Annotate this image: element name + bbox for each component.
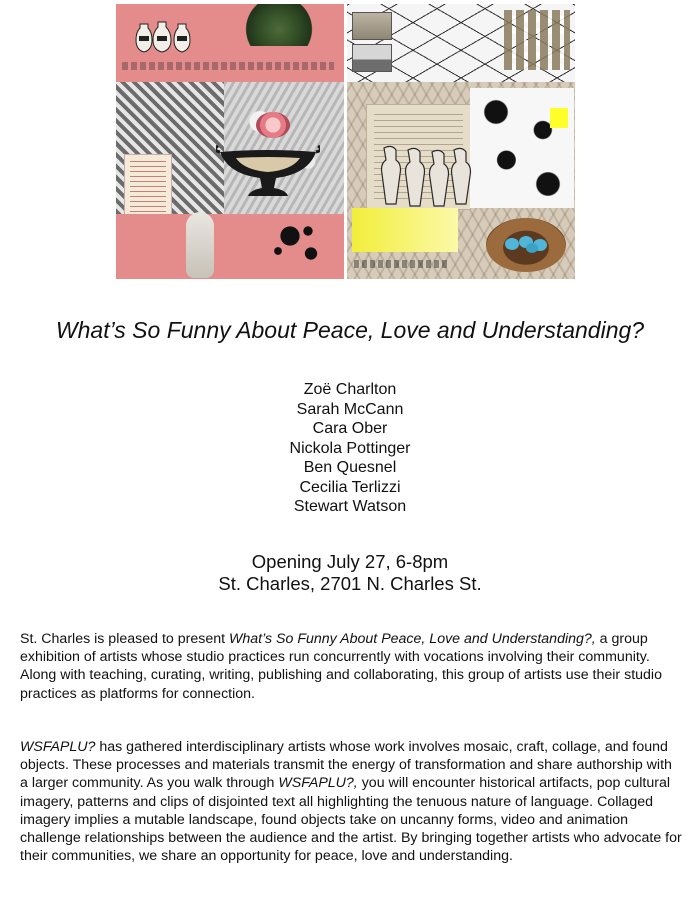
- abbr-title: WSFAPLU?: [20, 739, 96, 755]
- intro-title-ref: What’s So Funny About Peace, Love and Understanding?,: [228, 631, 596, 647]
- artist-name: Stewart Watson: [293, 498, 407, 515]
- yellow-square: [550, 108, 568, 128]
- artist-name: Cara Ober: [312, 420, 388, 437]
- opening-info: [0, 551, 700, 595]
- black-white-pattern-panel: [470, 88, 574, 208]
- blue-eggs-graphic: [502, 234, 552, 254]
- artist-name: Sarah McCann: [296, 400, 404, 418]
- lips-graphic: [256, 112, 290, 138]
- greek-kylix-cup-graphic: [216, 144, 320, 200]
- succulent-graphic: [240, 4, 318, 46]
- venue-address: St. Charles, 2701 N. Charles St.: [218, 573, 482, 594]
- artist-name: Nickola Pottinger: [289, 439, 411, 457]
- mountain-photo-thumbnail: [352, 44, 392, 72]
- script-text-strip-2: [354, 260, 450, 268]
- arrowhead-chart-graphic: [504, 10, 570, 70]
- description-part1: has gathered interdisciplinary artists whose work involves mosaic, craft, collage, and found objects. These processes and materials transmit the energy of transformation and share authorship with a larger community. As you walk through: [20, 739, 672, 792]
- description-paragraph: [20, 738, 682, 865]
- abbr-title-2: WSFAPLU?,: [278, 775, 358, 792]
- intro-rest: a group exhibition of artists whose studio practices run concurrently with vocations involving their community. Along with teaching, curating, writing, publishing and collaborating, this group of artists use their studio practices as platforms for connection.: [20, 631, 662, 702]
- intro-lead: St. Charles is pleased to present: [20, 631, 229, 647]
- artist-list: [0, 380, 700, 517]
- description-part2: you will encounter historical artifacts, pop cultural imagery, patterns and clips of disjointed text all highlighting the tenuous nature of language. Collaged imagery implies a mutable landscape, found objects take on uncanny forms, video and animation challenge relationships between the audience and the artist. By bringing together artists who advocate for their communities, we share an opportunity for peace, love and understanding.: [20, 775, 682, 865]
- marble-figurine-graphic: [186, 212, 214, 278]
- artist-name: Cecilia Terlizzi: [299, 478, 401, 496]
- handwritten-note-card: [124, 154, 172, 220]
- ancient-figures-graphic: [376, 144, 472, 220]
- photo-thumbnail: [352, 12, 392, 40]
- opening-date: Opening July 27, 6-8pm: [251, 551, 449, 572]
- vases-graphic: [134, 18, 196, 58]
- ink-splatter-graphic: [266, 216, 326, 266]
- artist-name: Ben Quesnel: [303, 459, 397, 476]
- artist-name: Zoë Charlton: [303, 381, 397, 398]
- intro-paragraph: [20, 630, 682, 703]
- exhibition-title: What’s So Funny About Peace, Love and Understanding?: [55, 317, 645, 343]
- script-text-strip: [122, 62, 334, 70]
- exhibition-collage-image: [116, 4, 575, 279]
- collage-divider: [344, 4, 347, 279]
